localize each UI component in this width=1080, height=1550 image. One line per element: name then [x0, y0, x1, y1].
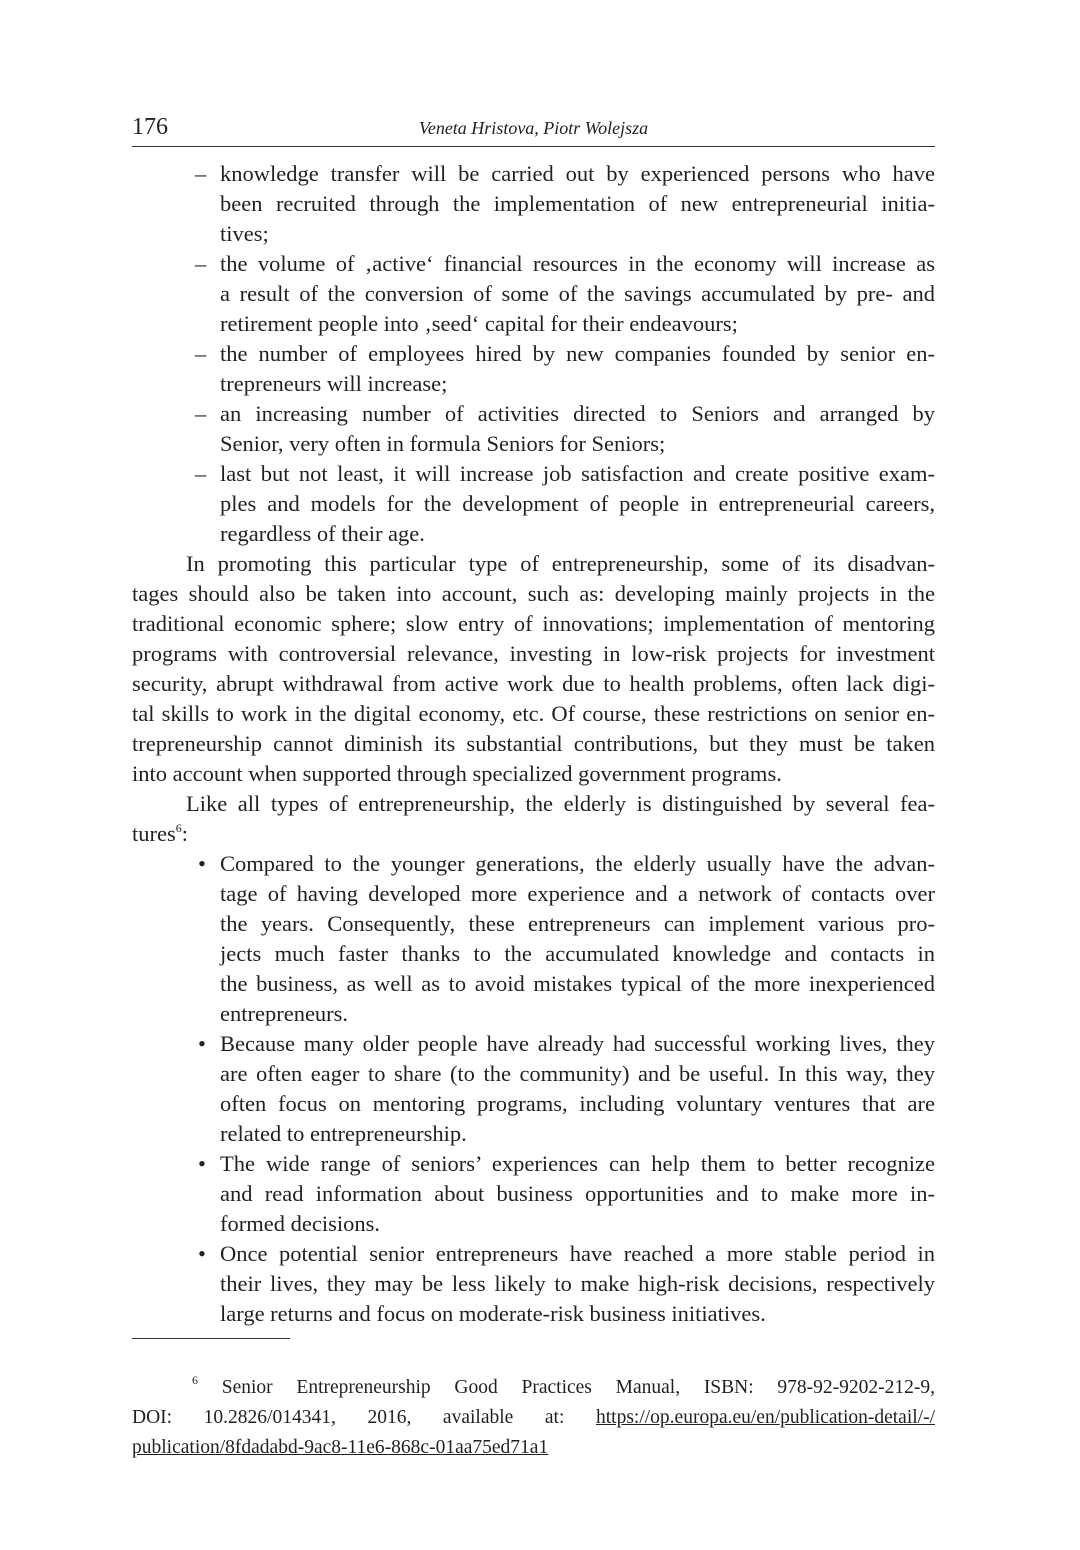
line-text: the number of employees hired by new companies founded by senior en- — [220, 341, 935, 366]
text-line — [132, 639, 935, 669]
text-line — [220, 519, 935, 549]
text-line — [220, 1209, 935, 1239]
footnote-separator — [132, 1338, 290, 1339]
text-line — [220, 939, 935, 969]
line-text: : — [181, 821, 189, 846]
text-line — [220, 1269, 935, 1299]
line-text: the volume of ‚active‘ financial resources in the economy will increase as — [220, 251, 935, 276]
text-line — [132, 759, 935, 789]
dash-marker-icon: – — [195, 251, 207, 276]
text-line — [220, 1239, 935, 1269]
line-text: last but not least, it will increase job satisfaction and create positive exam- — [220, 461, 935, 486]
line-text: entrepreneurs. — [220, 1001, 349, 1026]
line-text: related to entrepreneurship. — [220, 1121, 467, 1146]
text-line — [220, 309, 935, 339]
text-line — [132, 699, 935, 729]
line-text: are often eager to share (to the community) and be useful. In this way, they — [220, 1061, 935, 1086]
text-line — [220, 219, 935, 249]
text-line — [220, 1179, 935, 1209]
line-text: knowledge transfer will be carried out by experienced persons who have — [220, 161, 935, 186]
text-line — [220, 429, 935, 459]
text-line — [132, 789, 935, 819]
dash-list-item — [132, 339, 935, 399]
dash-list-item — [132, 159, 935, 249]
line-text: programs with controversial relevance, investing in low-risk projects for investment — [132, 641, 935, 666]
line-text: ples and models for the development of people in entrepreneurial careers, — [220, 491, 935, 516]
text-line — [132, 549, 935, 579]
bullet-list-item — [132, 1029, 935, 1149]
line-text: tal skills to work in the digital economy, etc. Of course, these restrictions on senior en- — [132, 701, 935, 726]
text-line — [220, 969, 935, 999]
line-text: Because many older people have already had successful working lives, they — [220, 1031, 935, 1056]
bullet-list-item — [132, 1149, 935, 1239]
line-text: large returns and focus on moderate-risk business initiatives. — [220, 1301, 766, 1326]
dash-marker-icon: – — [195, 401, 207, 426]
line-text: their lives, they may be less likely to make high-risk decisions, respectively — [220, 1271, 935, 1296]
footnote-link[interactable]: https://op.europa.eu/en/publication-detail/-/ — [596, 1407, 935, 1428]
dash-list-item — [132, 399, 935, 459]
line-text: Compared to the younger generations, the elderly usually have the advan- — [220, 851, 935, 876]
bullet-list-item — [132, 1239, 935, 1329]
text-line — [132, 819, 935, 849]
body-text — [132, 159, 935, 1329]
text-line — [220, 1059, 935, 1089]
text-line — [220, 1149, 935, 1179]
text-line — [220, 849, 935, 879]
text-line — [220, 909, 935, 939]
bullet-marker-icon: • — [198, 851, 206, 876]
page-number: 176 — [132, 114, 168, 140]
line-text: retirement people into ‚seed‘ capital for their endeavours; — [220, 311, 738, 336]
bullet-list-item — [132, 849, 935, 1029]
text-line — [132, 609, 935, 639]
footnote-reference[interactable]: 6 — [175, 821, 182, 835]
line-text: jects much faster thanks to the accumulated knowledge and contacts in — [220, 941, 935, 966]
line-text: tage of having developed more experience and a network of contacts over — [220, 881, 935, 906]
text-line — [132, 669, 935, 699]
text-line — [220, 249, 935, 279]
text-line — [220, 1029, 935, 1059]
paragraph — [132, 789, 935, 849]
footnote-line — [132, 1405, 935, 1435]
line-text: regardless of their age. — [220, 521, 425, 546]
text-line — [220, 399, 935, 429]
footnote-text: Senior Entrepreneurship Good Practices Manual, ISBN: 978-92-9202-212-9, — [221, 1377, 936, 1398]
line-text: The wide range of seniors’ experiences can help them to better recognize — [220, 1151, 935, 1176]
bullet-marker-icon: • — [198, 1031, 206, 1056]
bullet-marker-icon: • — [198, 1151, 206, 1176]
line-text: tages should also be taken into account, such as: developing mainly projects in the — [132, 581, 935, 606]
text-line — [220, 369, 935, 399]
line-text: Once potential senior entrepreneurs have reached a more stable period in — [220, 1241, 935, 1266]
text-line — [220, 159, 935, 189]
line-text: been recruited through the implementation of new entrepreneurial initia- — [220, 191, 935, 216]
line-text: a result of the conversion of some of the savings accumulated by pre- and — [220, 281, 935, 306]
footnote-line — [132, 1375, 935, 1405]
bullet-marker-icon: • — [198, 1241, 206, 1266]
line-text: often focus on mentoring programs, including voluntary ventures that are — [220, 1091, 935, 1116]
line-text: the business, as well as to avoid mistakes typical of the more inexperienced — [220, 971, 935, 996]
dash-list-item — [132, 459, 935, 549]
text-line — [220, 1299, 935, 1329]
line-text: the years. Consequently, these entrepreneurs can implement various pro- — [220, 911, 935, 936]
text-line — [220, 1089, 935, 1119]
line-text: and read information about business opportunities and to make more in- — [220, 1181, 935, 1206]
line-text: trepreneurship cannot diminish its substantial contributions, but they must be taken — [132, 731, 935, 756]
text-line — [220, 279, 935, 309]
line-text: security, abrupt withdrawal from active work due to health problems, often lack digi- — [132, 671, 935, 696]
line-text: Senior, very often in formula Seniors for Seniors; — [220, 431, 666, 456]
dash-list-item — [132, 249, 935, 339]
page-header — [132, 114, 935, 147]
text-line — [220, 339, 935, 369]
text-line — [220, 489, 935, 519]
footnote-link[interactable]: publication/8fdadabd-9ac8-11e6-868c-01aa75ed71a1 — [132, 1437, 549, 1458]
line-text: formed decisions. — [220, 1211, 380, 1236]
line-text: traditional economic sphere; slow entry of innovations; implementation of mentoring — [132, 611, 935, 636]
dash-marker-icon: – — [195, 341, 207, 366]
text-line — [132, 579, 935, 609]
line-text: trepreneurs will increase; — [220, 371, 448, 396]
line-text: Like all types of entrepreneurship, the elderly is distinguished by several fea- — [186, 791, 935, 816]
footnote-number: 6 — [192, 1373, 198, 1387]
footnote-text: DOI: 10.2826/014341, 2016, available at: — [132, 1407, 596, 1428]
running-title: Veneta Hristova, Piotr Wolejsza — [418, 118, 649, 138]
text-line — [132, 729, 935, 759]
line-text: In promoting this particular type of entrepreneurship, some of its disadvan- — [186, 551, 935, 576]
text-line — [220, 459, 935, 489]
text-line — [220, 1119, 935, 1149]
line-text: into account when supported through specialized government programs. — [132, 761, 782, 786]
line-text: an increasing number of activities directed to Seniors and arranged by — [220, 401, 935, 426]
footnote-line — [132, 1435, 935, 1465]
line-text: tives; — [220, 221, 269, 246]
paragraph — [132, 549, 935, 789]
line-text: tures — [132, 821, 176, 846]
footnote — [132, 1375, 935, 1465]
text-line — [220, 879, 935, 909]
text-line — [220, 999, 935, 1029]
text-line — [220, 189, 935, 219]
dash-marker-icon: – — [195, 161, 207, 186]
dash-marker-icon: – — [195, 461, 207, 486]
